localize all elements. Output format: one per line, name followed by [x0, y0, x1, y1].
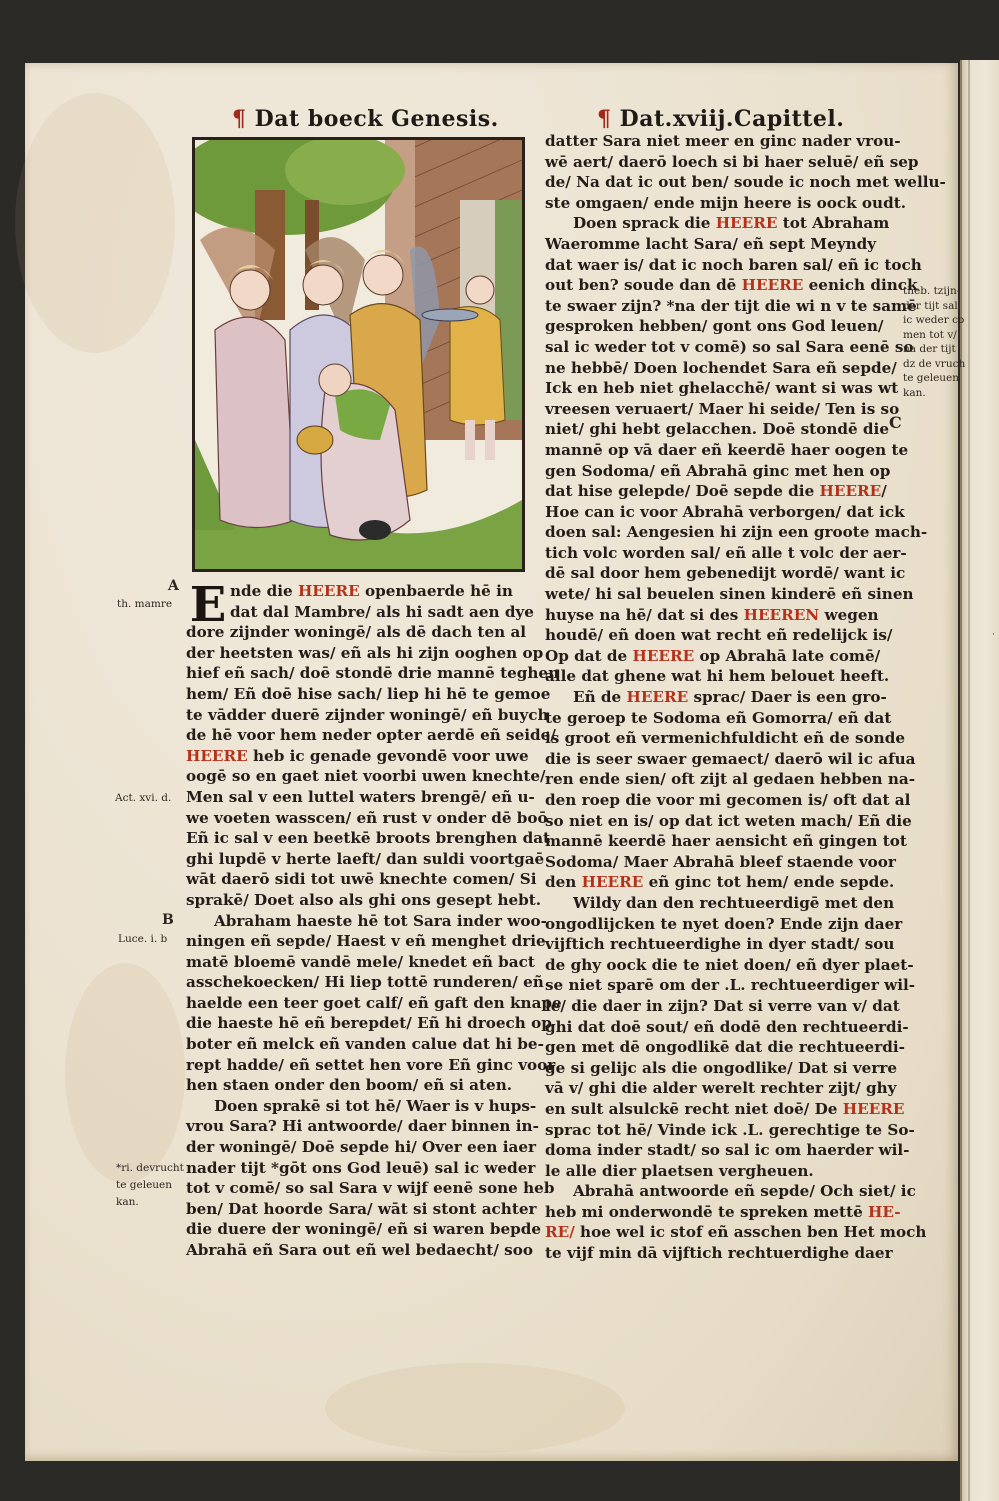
- text-line: de hē voor hem neder opter aerdē eñ seide/: [186, 726, 556, 745]
- rubric-word: HEERE: [632, 646, 695, 665]
- text-line: we voeten wasscen/ eñ rust v onder dē boō: [186, 808, 548, 827]
- facing-page-edge: [960, 60, 999, 1501]
- text-line: der woningē/ Doē sepde hi/ Over een iaer: [186, 1138, 536, 1157]
- text-line: Sodoma/ Maer Abrahā bleef staende voor: [545, 852, 896, 871]
- rubric-word: HEERE: [581, 873, 644, 892]
- margin-section-letter: B: [162, 912, 174, 928]
- margin-section-letter: C: [889, 413, 902, 432]
- text-line: sal ic weder tot v comē) so sal Sara eenē so: [545, 337, 914, 356]
- running-head-left: [232, 106, 499, 132]
- text-line: doen sal: Aengesien hi zijn een groote mach-: [545, 523, 928, 542]
- text-line: nader tijt *gōt ons God leuē) sal ic weder: [186, 1158, 536, 1177]
- text-line: so niet en is/ op dat ict weten mach/ Eñ die: [545, 811, 912, 830]
- margin-note-block: [903, 284, 965, 400]
- text-line: hief eñ sach/ doē stondē drie mannē teghen: [186, 664, 560, 683]
- text-line: wē aert/ daerō loech si bi haer seluē/ eñ sep: [545, 152, 919, 171]
- page-edge-line: [968, 60, 970, 1501]
- text-line: vā v/ ghi die alder werelt rechter zijt/ ghy: [545, 1079, 897, 1098]
- text-line: RE/ hoe wel ic stof eñ asschen ben Het moch: [545, 1223, 927, 1242]
- text-line: te vijf min dā vijftich rechtuerdighe daer: [545, 1244, 893, 1263]
- running-head-right-text: Dat.xviij.Capittel.: [619, 106, 845, 132]
- text-line: hen staen onder den boom/ eñ si aten.: [186, 1076, 513, 1095]
- facing-page-mark: ·: [992, 630, 995, 640]
- margin-note-line: te geleuen: [903, 372, 960, 384]
- margin-section-letter: A: [168, 578, 179, 594]
- text-line: datter Sara niet meer en ginc nader vrou-: [545, 132, 901, 150]
- pilcrow-mark: ¶: [232, 106, 247, 132]
- margin-note-line: theb. tzijn-: [903, 285, 961, 297]
- right-text-column: [545, 131, 945, 1264]
- rubric-word: HEERE: [842, 1099, 905, 1118]
- text-line: gesproken hebben/ gont ons God leuen/: [545, 317, 884, 336]
- text-line: matē bloemē vandē mele/ knedet eñ bact: [186, 952, 535, 971]
- text-line: Abrahā antwoorde eñ sepde/ Och siet/ ic: [573, 1182, 916, 1201]
- text-line: le/ die daer in zijn? Dat si verre van v/ dat: [545, 996, 900, 1015]
- text-line: gen Sodoma/ eñ Abrahā ginc met hen op: [545, 461, 891, 480]
- text-line: is groot eñ vermenichfuldicht eñ de sonde: [545, 729, 905, 748]
- rubric-word: RE/: [545, 1223, 575, 1242]
- margin-note-line: na der tijt: [903, 343, 956, 355]
- margin-note: Luce. i. b: [118, 933, 168, 945]
- text-line: Doen sprakē si tot hē/ Waer is v hups-: [214, 1096, 537, 1115]
- margin-note-line: kan.: [903, 386, 926, 399]
- running-head-left-text: Dat boeck Genesis.: [254, 106, 499, 132]
- text-line: ongodlijcken te nyet doen? Ende zijn daer: [545, 914, 903, 933]
- text-line: wāt daerō sidi tot uwē knechte comen/ Si: [186, 870, 537, 889]
- margin-note-line: te geleuen: [116, 1179, 173, 1191]
- text-line: die is seer swaer gemaect/ daerō wil ic afua: [545, 749, 916, 768]
- text-line: se niet sparē om der .L. rechtueerdiger wil-: [545, 976, 916, 995]
- text-line: wete/ hi sal beuelen sinen kinderē eñ sinen: [545, 585, 914, 604]
- text-line: ge si gelijc als die ongodlike/ Dat si verre: [545, 1058, 897, 1077]
- margin-note: Act. xvi. d.: [115, 792, 172, 804]
- paper-stain: [65, 963, 185, 1183]
- text-line: Eñ de HEERE sprac/ Daer is een gro-: [573, 688, 887, 707]
- text-line: gen met dē ongodlikē dat die rechtueerdi-: [545, 1038, 905, 1057]
- text-line: ghi dat doē sout/ eñ dodē den rechtueerdi-: [545, 1017, 909, 1036]
- text-line: den HEERE eñ ginc tot hem/ ende sepde.: [545, 873, 895, 892]
- text-line: ne hebbē/ Doen lochendet Sara eñ sepde/: [545, 358, 897, 377]
- drop-cap-letter: E: [189, 577, 227, 633]
- abraham-angels-woodcut-image: [195, 140, 522, 569]
- rubric-word: HEEREN: [743, 605, 820, 624]
- text-line: Op dat de HEERE op Abrahā late comē/: [545, 646, 881, 665]
- left-text-column: [186, 577, 562, 1261]
- text-line: dat waer is/ dat ic noch baren sal/ eñ ic toch: [545, 255, 922, 274]
- text-line: dat dal Mambre/ als hi sadt aen dye: [230, 602, 534, 621]
- rubric-word: HEERE: [297, 582, 360, 600]
- text-line: Doen sprack die HEERE tot Abraham: [573, 214, 890, 233]
- text-line: dat hise gelepde/ Doē sepde die HEERE/: [545, 482, 887, 501]
- text-line: out ben? soude dan dē HEERE eenich dinck: [545, 276, 918, 295]
- text-line: Abraham haeste hē tot Sara inder woo-: [214, 911, 547, 930]
- margin-note-line: der tijt sal: [903, 299, 958, 312]
- text-line: rept hadde/ eñ settet hen vore Eñ ginc voor: [186, 1055, 556, 1074]
- text-line: tich volc worden sal/ eñ alle t volc der aer-: [545, 543, 907, 562]
- rubric-word: HEERE: [715, 214, 778, 233]
- paper-stain: [325, 1363, 625, 1453]
- margin-note-line: men tot v/: [903, 328, 957, 341]
- margin-note-line: dz de vruch: [903, 357, 966, 370]
- rubric-word: HE-: [868, 1202, 901, 1221]
- text-line: hem/ Eñ doē hise sach/ liep hi hē te gemoe: [186, 684, 551, 703]
- text-line: sprac tot hē/ Vinde ick .L. gerechtige te So-: [545, 1120, 915, 1139]
- text-line: ste omgaen/ ende mijn heere is oock oudt.: [545, 193, 906, 212]
- text-line: ghi lupdē v herte laeft/ dan suldi voortgaē: [186, 849, 545, 868]
- margin-note-line: ic weder co: [903, 314, 965, 326]
- running-head-right: [597, 106, 844, 132]
- rubric-word: HEERE: [741, 276, 804, 295]
- text-line: Waeromme lacht Sara/ eñ sept Meyndy: [545, 234, 877, 253]
- text-line: huyse na hē/ dat si des HEEREN wegen: [545, 605, 879, 624]
- text-line: mannē keerdē haer aensicht eñ gingen tot: [545, 832, 907, 851]
- text-line: Men sal v een luttel waters brengē/ eñ u-: [186, 787, 535, 806]
- text-line: de/ Na dat ic out ben/ soude ic noch met wellu-: [545, 173, 946, 192]
- text-line: vrou Sara? Hi antwoorde/ daer binnen in-: [186, 1117, 539, 1136]
- text-line: der heetsten was/ eñ als hi zijn ooghen op: [186, 643, 544, 662]
- text-line: le alle dier plaetsen vergheuen.: [545, 1161, 814, 1180]
- text-line: Ick en heb niet ghelacchē/ want si was wt: [545, 379, 899, 398]
- text-line: Hoe can ic voor Abrahā verborgen/ dat ick: [545, 502, 905, 521]
- text-line: die duere der woningē/ eñ si waren bepde: [186, 1220, 542, 1239]
- text-line: Eñ ic sal v een beetkē broots brenghen dat: [186, 829, 551, 848]
- text-line: vijftich rechtueerdighe in dyer stadt/ sou: [545, 935, 895, 954]
- margin-note-line: kan.: [116, 1196, 139, 1208]
- text-line: haelde een teer goet calf/ eñ gaft den knape: [186, 993, 562, 1012]
- text-line: mannē op vā daer eñ keerdē haer oogen te: [545, 440, 909, 459]
- pilcrow-mark: ¶: [597, 106, 612, 132]
- text-line: HEERE heb ic genade gevondē voor uwe: [186, 746, 529, 765]
- text-line: boter eñ melck eñ vanden calue dat hi be-: [186, 1035, 544, 1054]
- text-line: houdē/ eñ doen wat recht eñ redelijck is/: [545, 626, 893, 645]
- text-line: te vādder duerē zijnder woningē/ eñ buych: [186, 705, 549, 724]
- text-line: Wildy dan den rechtueerdigē met den: [573, 893, 895, 912]
- text-line: niet/ ghi hebt gelacchen. Doē stondē die: [545, 420, 889, 439]
- text-line: de ghy oock die te niet doen/ eñ dyer plaet-: [545, 955, 914, 974]
- text-line: oogē so en gaet niet voorbi uwen knechte/: [186, 767, 546, 786]
- text-line: sprakē/ Doet also als ghi ons gesept hebt.: [186, 890, 542, 909]
- text-line: dē sal door hem gebenedijt wordē/ want ic: [545, 564, 906, 583]
- text-line: dore zijnder woningē/ als dē dach ten al: [186, 623, 527, 642]
- woodcut-illustration: [192, 137, 525, 572]
- text-line: te geroep te Sodoma eñ Gomorra/ eñ dat: [545, 708, 892, 727]
- text-line: asschekoecken/ Hi liep tottē runderen/ eñ: [186, 973, 544, 992]
- text-line: nde die HEERE openbaerde hē in: [230, 582, 513, 600]
- rubric-word: HEERE: [186, 746, 248, 765]
- text-line: ningen eñ sepde/ Haest v eñ menghet drie: [186, 932, 546, 951]
- text-line: Abrahā eñ Sara out eñ wel bedaecht/ soo: [186, 1241, 533, 1259]
- margin-note-line: *ri. devrucht: [116, 1162, 184, 1174]
- text-line: doma inder stadt/ so sal ic om haerder wil-: [545, 1141, 910, 1160]
- text-line: ren ende sien/ oft zijt al gedaen hebben na-: [545, 770, 916, 789]
- margin-note-block: [116, 1160, 184, 1211]
- margin-note: th. mamre: [117, 598, 173, 610]
- text-line: alle dat ghene wat hi hem belouet heeft.: [545, 667, 890, 686]
- text-line: heb mi onderwondē te spreken mettē HE-: [545, 1202, 901, 1221]
- text-line: den roep die voor mi gecomen is/ oft dat al: [545, 791, 911, 809]
- text-line: tot v comē/ so sal Sara v wijf eenē sone heb: [186, 1179, 555, 1198]
- rubric-word: HEERE: [819, 482, 882, 501]
- paper-stain: [15, 93, 175, 353]
- text-line: en sult alsulckē recht niet doē/ De HEERE: [545, 1099, 905, 1118]
- rubric-word: HEERE: [626, 688, 689, 707]
- text-line: vreesen veruaert/ Maer hi seide/ Ten is so: [545, 399, 900, 418]
- text-line: die haeste hē eñ berepdet/ Eñ hi droech op: [186, 1014, 552, 1033]
- text-line: ben/ Dat hoorde Sara/ wāt si stont achter: [186, 1199, 537, 1218]
- text-line: te swaer zijn? *na der tijt die wi n v te samē: [545, 296, 917, 315]
